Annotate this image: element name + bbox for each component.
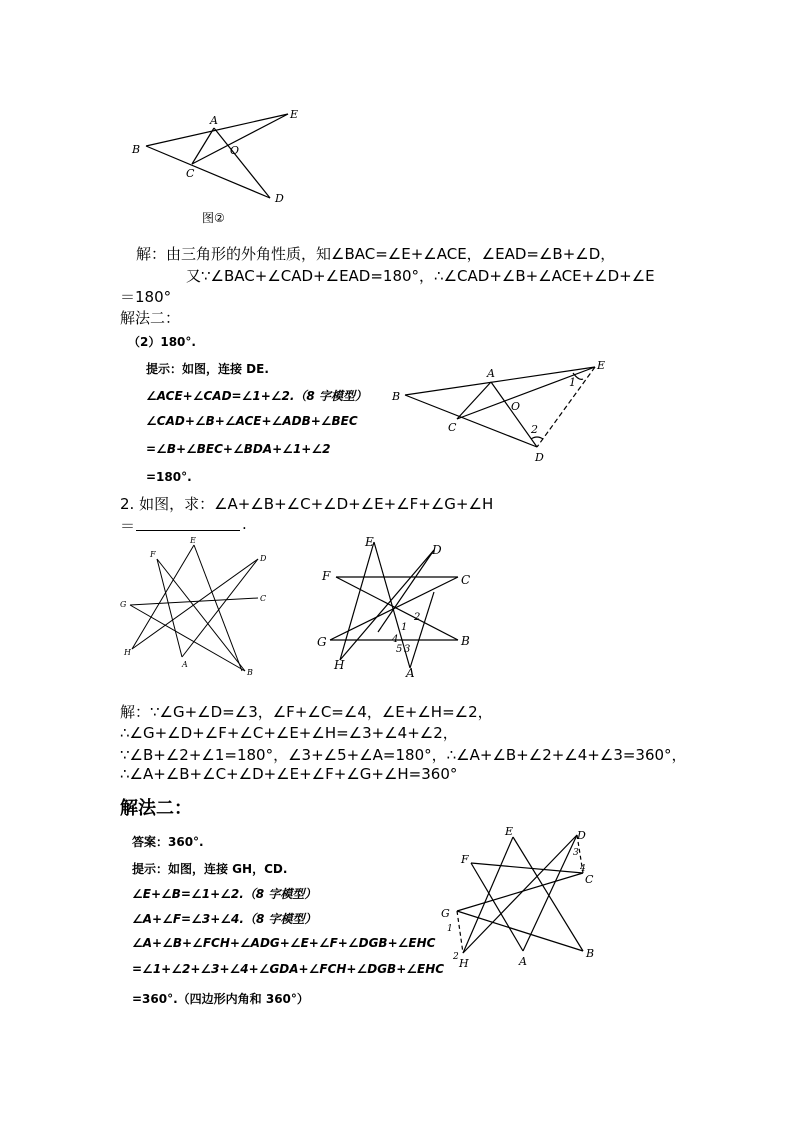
m2f1-label-2: 2	[531, 423, 538, 436]
small-star-label-h: H	[124, 648, 131, 657]
solution1-line3: ＝180°	[120, 288, 172, 306]
method2-step2-1: ∠CAD+∠B+∠ACE+∠ADB+∠BEC	[146, 414, 358, 428]
figure-2-caption: 图②	[202, 211, 225, 225]
big-star-label-5: 5	[396, 644, 403, 655]
m2f2-label-c: C	[585, 873, 594, 886]
big-star-label-c: C	[461, 573, 471, 587]
method2-step1-1: ∠ACE+∠CAD=∠1+∠2.（8 字模型）	[146, 389, 367, 403]
star-figure-big	[310, 532, 490, 682]
m2f1-label-d: D	[535, 451, 544, 464]
big-star-label-d: D	[432, 543, 442, 557]
solution2-line3: ∵∠B+∠2+∠1=180°，∠3+∠5+∠A=180°，∴∠A+∠B+∠2+∠4+∠3=360°，	[120, 746, 687, 764]
big-star-label-e: E	[365, 535, 374, 549]
m2f2-label-b: B	[586, 947, 595, 960]
big-star-label-f: F	[322, 569, 331, 583]
m2f1-label-c: C	[448, 421, 457, 434]
method2-figure-2	[435, 823, 610, 973]
m2f2-label-2: 2	[453, 952, 459, 962]
small-star-label-d: D	[260, 554, 267, 563]
m2f2-label-4: 4	[580, 864, 586, 874]
method2-step3-2: ∠A+∠B+∠FCH+∠ADG+∠E+∠F+∠DGB+∠EHC	[132, 936, 436, 950]
figure-2-triangles	[120, 100, 320, 210]
question2-period: .	[242, 515, 247, 533]
big-star-label-h: H	[334, 658, 345, 672]
question2-equals: ＝	[120, 517, 136, 535]
method2-heading-2: 解法二：	[120, 798, 192, 819]
fig2-label-a: A	[210, 114, 218, 127]
star-figure-small	[112, 535, 282, 685]
method2-step2-2: ∠A+∠F=∠3+∠4.（8 字模型）	[132, 912, 317, 926]
m2f2-label-1: 1	[447, 924, 453, 934]
m2f2-label-g: G	[441, 907, 450, 920]
small-star-label-c: C	[260, 594, 267, 603]
small-star-label-e: E	[190, 536, 196, 545]
big-star-label-2: 2	[414, 612, 421, 623]
m2f2-label-3: 3	[573, 848, 579, 858]
m2f1-label-1: 1	[569, 376, 576, 389]
big-star-label-b: B	[461, 634, 470, 648]
small-star-label-g: G	[120, 600, 127, 609]
solution2-line2: ∴∠G+∠D+∠F+∠C+∠E+∠H=∠3+∠4+∠2，	[120, 724, 458, 742]
method2-hint-1: 提示：如图，连接 DE.	[146, 362, 269, 376]
question2-answer-blank	[136, 530, 240, 531]
fig2-label-e: E	[290, 108, 299, 121]
solution1-line2: 又∵∠BAC+∠CAD+∠EAD=180°，∴∠CAD+∠B+∠ACE+∠D+∠E	[186, 267, 655, 285]
method2-answer-1: （2）180°.	[128, 335, 196, 349]
solution2-line1: 解：∵∠G+∠D=∠3，∠F+∠C=∠4，∠E+∠H=∠2，	[120, 703, 493, 721]
solution1-line1: 解：由三角形的外角性质，知∠BAC=∠E+∠ACE，∠EAD=∠B+∠D，	[136, 245, 616, 263]
method2-step1-2: ∠E+∠B=∠1+∠2.（8 字模型）	[132, 887, 317, 901]
small-star-label-a: A	[182, 660, 188, 669]
question2-line1: 2. 如图，求：∠A+∠B+∠C+∠D+∠E+∠F+∠G+∠H	[120, 495, 494, 513]
m2f2-label-e: E	[505, 825, 514, 838]
fig2-label-o: O	[230, 144, 240, 157]
m2f1-label-e: E	[597, 359, 606, 372]
big-star-label-1: 1	[401, 622, 408, 633]
big-star-label-4: 4	[392, 634, 399, 645]
solution2-line4: ∴∠A+∠B+∠C+∠D+∠E+∠F+∠G+∠H=360°	[120, 765, 458, 783]
m2f1-label-b: B	[392, 390, 401, 403]
big-star-label-a: A	[406, 666, 415, 680]
method2-step3-1: =∠B+∠BEC+∠BDA+∠1+∠2	[146, 442, 331, 456]
method2-step5-2: =360°.（四边形内角和 360°）	[132, 992, 309, 1006]
fig2-label-c: C	[186, 167, 195, 180]
fig2-label-b: B	[132, 143, 141, 156]
m2f2-label-d: D	[577, 829, 586, 842]
m2f2-label-a: A	[519, 955, 527, 968]
method2-hint-2: 提示：如图，连接 GH，CD.	[132, 862, 288, 876]
big-star-label-3: 3	[404, 644, 411, 655]
m2f1-label-a: A	[487, 367, 495, 380]
method2-figure-1	[385, 355, 625, 465]
small-star-label-b: B	[247, 668, 253, 677]
big-star-label-g: G	[317, 635, 327, 649]
small-star-label-f: F	[150, 550, 156, 559]
method2-step4-1: =180°.	[146, 470, 192, 484]
m2f1-label-o: O	[511, 400, 521, 413]
m2f2-label-f: F	[461, 853, 469, 866]
method2-step4-2: =∠1+∠2+∠3+∠4+∠GDA+∠FCH+∠DGB+∠EHC	[132, 962, 445, 976]
m2f2-label-h: H	[459, 957, 469, 970]
method2-heading-1: 解法二：	[120, 309, 181, 327]
method2-answer-2: 答案：360°.	[132, 835, 204, 849]
fig2-label-d: D	[275, 192, 284, 205]
